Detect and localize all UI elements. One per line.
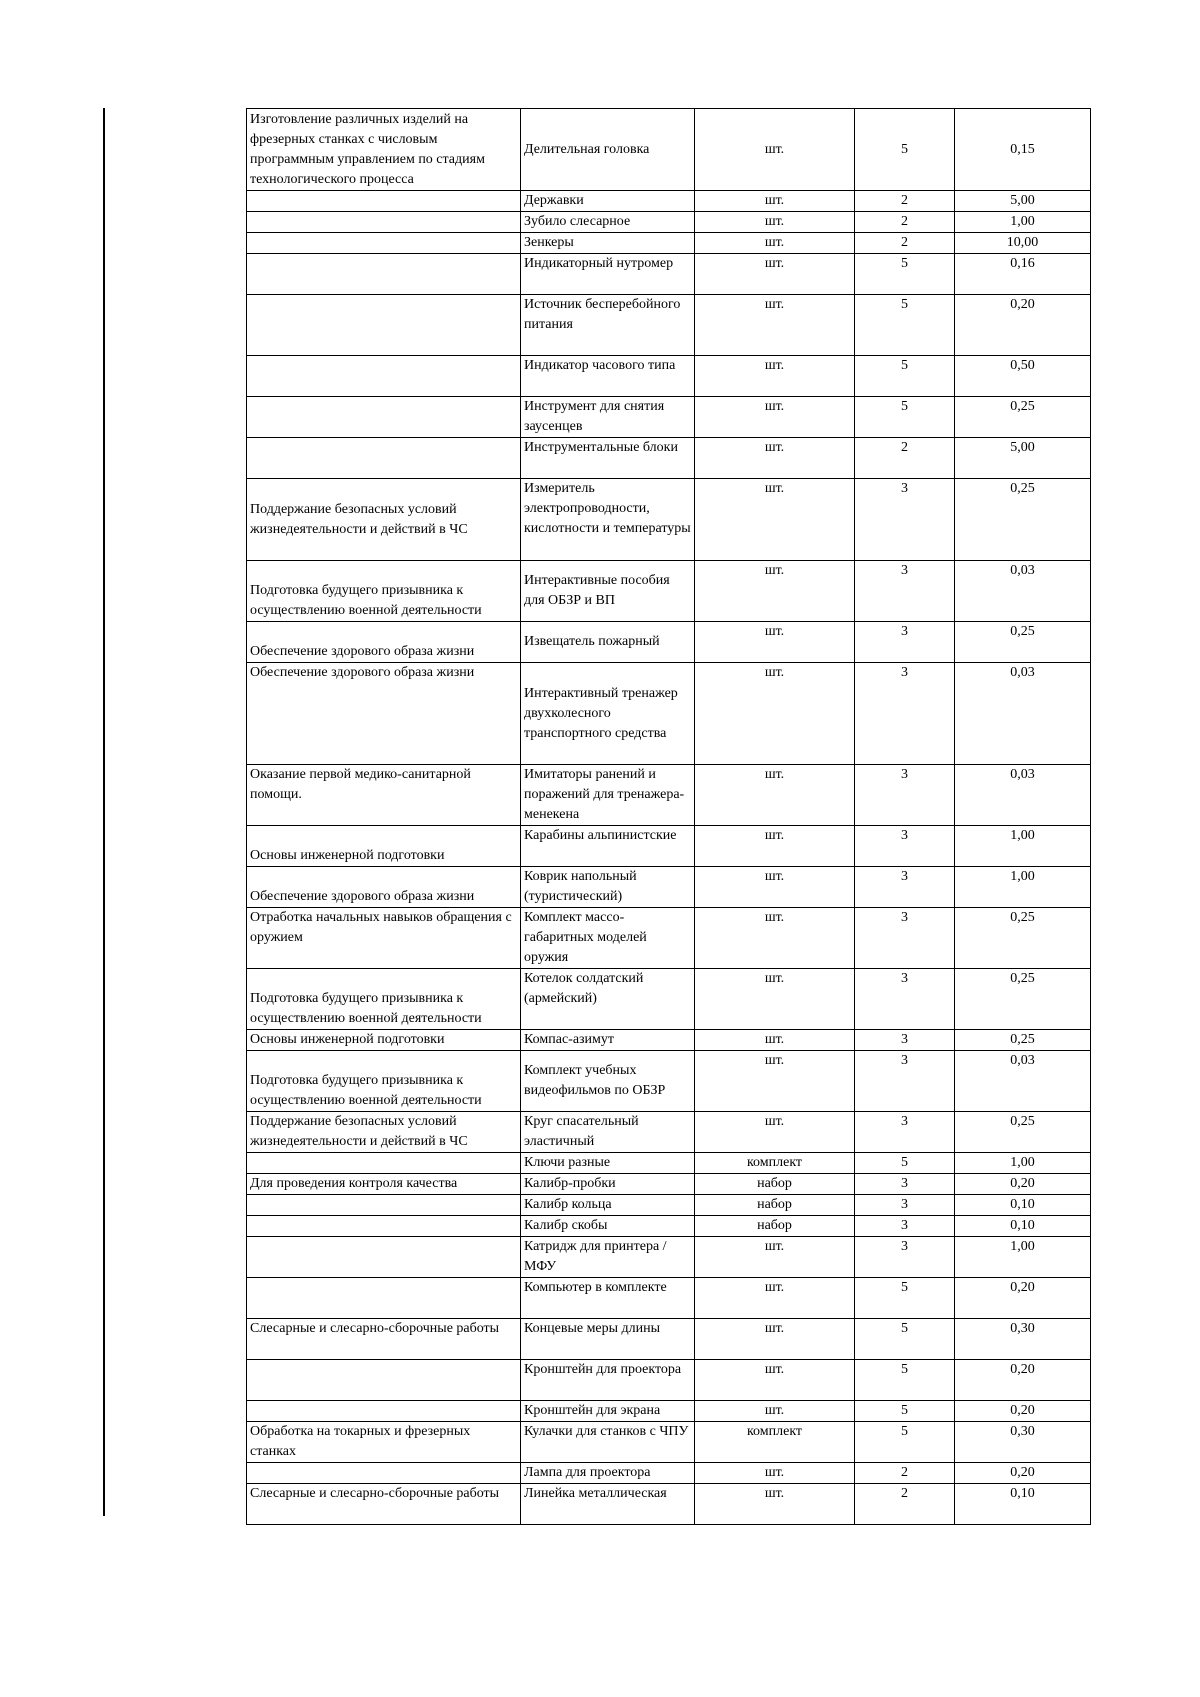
- norm-cell: 0,03: [955, 561, 1091, 622]
- item-name-cell: Кулачки для станков с ЧПУ: [521, 1422, 695, 1463]
- unit-cell: шт.: [695, 438, 855, 479]
- norm-cell: 0,25: [955, 1030, 1091, 1051]
- unit-cell: набор: [695, 1174, 855, 1195]
- table-row: [247, 908, 1091, 969]
- quantity-cell: 3: [855, 1051, 955, 1112]
- unit-cell: комплект: [695, 1422, 855, 1463]
- norm-cell: 0,25: [955, 908, 1091, 969]
- item-name-cell: Инструментальные блоки: [521, 438, 695, 479]
- unit-cell: шт.: [695, 1278, 855, 1319]
- item-name-cell: Котелок солдатский (армейский): [521, 969, 695, 1030]
- norm-cell: 0,20: [955, 1278, 1091, 1319]
- item-name-cell: Круг спасательный эластичный: [521, 1112, 695, 1153]
- quantity-cell: 2: [855, 212, 955, 233]
- unit-cell: шт.: [695, 397, 855, 438]
- item-name-cell: Индикаторный нутромер: [521, 254, 695, 295]
- unit-cell: шт.: [695, 1237, 855, 1278]
- quantity-cell: 3: [855, 561, 955, 622]
- unit-cell: комплект: [695, 1153, 855, 1174]
- section-cell: [247, 1278, 521, 1319]
- section-cell: Для проведения контроля качества: [247, 1174, 521, 1195]
- unit-cell: шт.: [695, 1401, 855, 1422]
- norm-cell: 0,20: [955, 1360, 1091, 1401]
- section-cell: Основы инженерной подготовки: [247, 1030, 521, 1051]
- quantity-cell: 5: [855, 1153, 955, 1174]
- unit-cell: шт.: [695, 1051, 855, 1112]
- table-row: [247, 1360, 1091, 1401]
- section-cell: Подготовка будущего призывника к осуществлению военной деятельности: [247, 1051, 521, 1112]
- item-name-cell: Имитаторы ранений и поражений для тренажера-менекена: [521, 765, 695, 826]
- section-cell: [247, 1360, 521, 1401]
- item-name-cell: Карабины альпинистские: [521, 826, 695, 867]
- item-name-cell: Лампа для проектора: [521, 1463, 695, 1484]
- table-row: [247, 254, 1091, 295]
- quantity-cell: 3: [855, 1030, 955, 1051]
- table-row: [247, 663, 1091, 765]
- norm-cell: 0,25: [955, 1112, 1091, 1153]
- unit-cell: набор: [695, 1195, 855, 1216]
- table-row: [247, 1484, 1091, 1525]
- norm-cell: 1,00: [955, 1237, 1091, 1278]
- norm-cell: 0,10: [955, 1484, 1091, 1525]
- section-cell: Основы инженерной подготовки: [247, 826, 521, 867]
- table-row: [247, 1319, 1091, 1360]
- unit-cell: шт.: [695, 212, 855, 233]
- item-name-cell: Катридж для принтера /МФУ: [521, 1237, 695, 1278]
- quantity-cell: 3: [855, 1174, 955, 1195]
- section-cell: [247, 438, 521, 479]
- section-cell: Поддержание безопасных условий жизнедеятельности и действий в ЧС: [247, 479, 521, 561]
- quantity-cell: 2: [855, 233, 955, 254]
- unit-cell: набор: [695, 1216, 855, 1237]
- quantity-cell: 3: [855, 479, 955, 561]
- norm-cell: 0,30: [955, 1319, 1091, 1360]
- table-row: [247, 438, 1091, 479]
- quantity-cell: 3: [855, 663, 955, 765]
- unit-cell: шт.: [695, 191, 855, 212]
- item-name-cell: Интерактивный тренажер двухколесного транспортного средства: [521, 663, 695, 765]
- norm-cell: 0,30: [955, 1422, 1091, 1463]
- unit-cell: шт.: [695, 969, 855, 1030]
- section-cell: [247, 1216, 521, 1237]
- item-name-cell: Ключи разные: [521, 1153, 695, 1174]
- table-row: [247, 1153, 1091, 1174]
- norm-cell: 0,25: [955, 622, 1091, 663]
- unit-cell: шт.: [695, 109, 855, 191]
- table-row: [247, 212, 1091, 233]
- quantity-cell: 3: [855, 1112, 955, 1153]
- quantity-cell: 3: [855, 1195, 955, 1216]
- norm-cell: 10,00: [955, 233, 1091, 254]
- section-cell: [247, 233, 521, 254]
- item-name-cell: Компьютер в комплекте: [521, 1278, 695, 1319]
- quantity-cell: 3: [855, 867, 955, 908]
- quantity-cell: 5: [855, 1278, 955, 1319]
- norm-cell: 0,50: [955, 356, 1091, 397]
- quantity-cell: 2: [855, 191, 955, 212]
- unit-cell: шт.: [695, 1484, 855, 1525]
- norm-cell: 0,15: [955, 109, 1091, 191]
- quantity-cell: 3: [855, 765, 955, 826]
- table-row: [247, 191, 1091, 212]
- norm-cell: 0,20: [955, 1174, 1091, 1195]
- table-row: [247, 1051, 1091, 1112]
- item-name-cell: Кронштейн для экрана: [521, 1401, 695, 1422]
- quantity-cell: 5: [855, 109, 955, 191]
- section-cell: [247, 1463, 521, 1484]
- section-cell: Подготовка будущего призывника к осуществлению военной деятельности: [247, 969, 521, 1030]
- section-cell: Отработка начальных навыков обращения с оружием: [247, 908, 521, 969]
- section-cell: [247, 356, 521, 397]
- norm-cell: 0,03: [955, 765, 1091, 826]
- section-cell: Изготовление различных изделий на фрезерных станках с числовым программным управлением по стадиям технологического процесса: [247, 109, 521, 191]
- unit-cell: шт.: [695, 622, 855, 663]
- quantity-cell: 2: [855, 1463, 955, 1484]
- item-name-cell: Калибр-пробки: [521, 1174, 695, 1195]
- unit-cell: шт.: [695, 867, 855, 908]
- unit-cell: шт.: [695, 826, 855, 867]
- table-row: [247, 1030, 1091, 1051]
- item-name-cell: Зенкеры: [521, 233, 695, 254]
- section-cell: Слесарные и слесарно-сборочные работы: [247, 1319, 521, 1360]
- norm-cell: 5,00: [955, 191, 1091, 212]
- unit-cell: шт.: [695, 1030, 855, 1051]
- quantity-cell: 3: [855, 1237, 955, 1278]
- quantity-cell: 3: [855, 969, 955, 1030]
- norm-cell: 0,25: [955, 479, 1091, 561]
- norm-cell: 0,03: [955, 663, 1091, 765]
- table-row: [247, 622, 1091, 663]
- equipment-table-body: [247, 109, 1091, 1525]
- norm-cell: 0,20: [955, 1463, 1091, 1484]
- item-name-cell: Комплект массо-габаритных моделей оружия: [521, 908, 695, 969]
- quantity-cell: 5: [855, 295, 955, 356]
- quantity-cell: 5: [855, 356, 955, 397]
- table-row: [247, 765, 1091, 826]
- unit-cell: шт.: [695, 561, 855, 622]
- quantity-cell: 3: [855, 1216, 955, 1237]
- quantity-cell: 5: [855, 1360, 955, 1401]
- unit-cell: шт.: [695, 233, 855, 254]
- norm-cell: 0,10: [955, 1195, 1091, 1216]
- table-row: [247, 1278, 1091, 1319]
- table-row: [247, 109, 1091, 191]
- item-name-cell: Линейка металлическая: [521, 1484, 695, 1525]
- item-name-cell: Кронштейн для проектора: [521, 1360, 695, 1401]
- norm-cell: 5,00: [955, 438, 1091, 479]
- norm-cell: 1,00: [955, 826, 1091, 867]
- section-cell: [247, 1401, 521, 1422]
- section-cell: Поддержание безопасных условий жизнедеятельности и действий в ЧС: [247, 1112, 521, 1153]
- section-cell: Обеспечение здорового образа жизни: [247, 867, 521, 908]
- item-name-cell: Источник бесперебойного питания: [521, 295, 695, 356]
- quantity-cell: 5: [855, 254, 955, 295]
- table-row: [247, 867, 1091, 908]
- item-name-cell: Измеритель электропроводности, кислотности и температуры: [521, 479, 695, 561]
- table-row: [247, 479, 1091, 561]
- norm-cell: 0,25: [955, 397, 1091, 438]
- section-cell: [247, 191, 521, 212]
- unit-cell: шт.: [695, 1360, 855, 1401]
- table-row: [247, 1422, 1091, 1463]
- table-row: [247, 1401, 1091, 1422]
- section-cell: [247, 1153, 521, 1174]
- item-name-cell: Индикатор часового типа: [521, 356, 695, 397]
- item-name-cell: Комплект учебных видеофильмов по ОБЗР: [521, 1051, 695, 1112]
- quantity-cell: 3: [855, 908, 955, 969]
- item-name-cell: Коврик напольный (туристический): [521, 867, 695, 908]
- quantity-cell: 3: [855, 826, 955, 867]
- section-cell: [247, 1237, 521, 1278]
- quantity-cell: 5: [855, 1422, 955, 1463]
- item-name-cell: Интерактивные пособия для ОБЗР и ВП: [521, 561, 695, 622]
- norm-cell: 0,25: [955, 969, 1091, 1030]
- section-cell: Оказание первой медико-санитарной помощи.: [247, 765, 521, 826]
- item-name-cell: Концевые меры длины: [521, 1319, 695, 1360]
- quantity-cell: 5: [855, 1401, 955, 1422]
- section-cell: Обработка на токарных и фрезерных станках: [247, 1422, 521, 1463]
- table-row: [247, 1237, 1091, 1278]
- table-row: [247, 356, 1091, 397]
- norm-cell: 1,00: [955, 867, 1091, 908]
- table-row: [247, 1216, 1091, 1237]
- unit-cell: шт.: [695, 295, 855, 356]
- norm-cell: 0,03: [955, 1051, 1091, 1112]
- section-cell: Обеспечение здорового образа жизни: [247, 663, 521, 765]
- table-row: [247, 295, 1091, 356]
- table-row: [247, 1112, 1091, 1153]
- item-name-cell: Делительная головка: [521, 109, 695, 191]
- section-cell: Обеспечение здорового образа жизни: [247, 622, 521, 663]
- unit-cell: шт.: [695, 663, 855, 765]
- norm-cell: 0,20: [955, 1401, 1091, 1422]
- section-cell: [247, 212, 521, 233]
- table-row: [247, 1463, 1091, 1484]
- left-margin-rule: [103, 108, 105, 1516]
- section-cell: [247, 1195, 521, 1216]
- equipment-table: [246, 108, 1091, 1525]
- item-name-cell: Инструмент для снятия заусенцев: [521, 397, 695, 438]
- section-cell: Слесарные и слесарно-сборочные работы: [247, 1484, 521, 1525]
- item-name-cell: Компас-азимут: [521, 1030, 695, 1051]
- unit-cell: шт.: [695, 1112, 855, 1153]
- unit-cell: шт.: [695, 254, 855, 295]
- norm-cell: 0,16: [955, 254, 1091, 295]
- table-row: [247, 826, 1091, 867]
- table-row: [247, 969, 1091, 1030]
- quantity-cell: 3: [855, 622, 955, 663]
- table-row: [247, 1174, 1091, 1195]
- table-row: [247, 233, 1091, 254]
- unit-cell: шт.: [695, 479, 855, 561]
- unit-cell: шт.: [695, 356, 855, 397]
- item-name-cell: Калибр кольца: [521, 1195, 695, 1216]
- norm-cell: 0,10: [955, 1216, 1091, 1237]
- norm-cell: 0,20: [955, 295, 1091, 356]
- table-row: [247, 1195, 1091, 1216]
- unit-cell: шт.: [695, 1463, 855, 1484]
- item-name-cell: Зубило слесарное: [521, 212, 695, 233]
- section-cell: [247, 254, 521, 295]
- unit-cell: шт.: [695, 765, 855, 826]
- item-name-cell: Извещатель пожарный: [521, 622, 695, 663]
- quantity-cell: 2: [855, 1484, 955, 1525]
- table-row: [247, 561, 1091, 622]
- quantity-cell: 5: [855, 1319, 955, 1360]
- quantity-cell: 2: [855, 438, 955, 479]
- table-row: [247, 397, 1091, 438]
- quantity-cell: 5: [855, 397, 955, 438]
- unit-cell: шт.: [695, 1319, 855, 1360]
- unit-cell: шт.: [695, 908, 855, 969]
- section-cell: Подготовка будущего призывника к осуществлению военной деятельности: [247, 561, 521, 622]
- norm-cell: 1,00: [955, 1153, 1091, 1174]
- item-name-cell: Калибр скобы: [521, 1216, 695, 1237]
- norm-cell: 1,00: [955, 212, 1091, 233]
- item-name-cell: Державки: [521, 191, 695, 212]
- section-cell: [247, 397, 521, 438]
- section-cell: [247, 295, 521, 356]
